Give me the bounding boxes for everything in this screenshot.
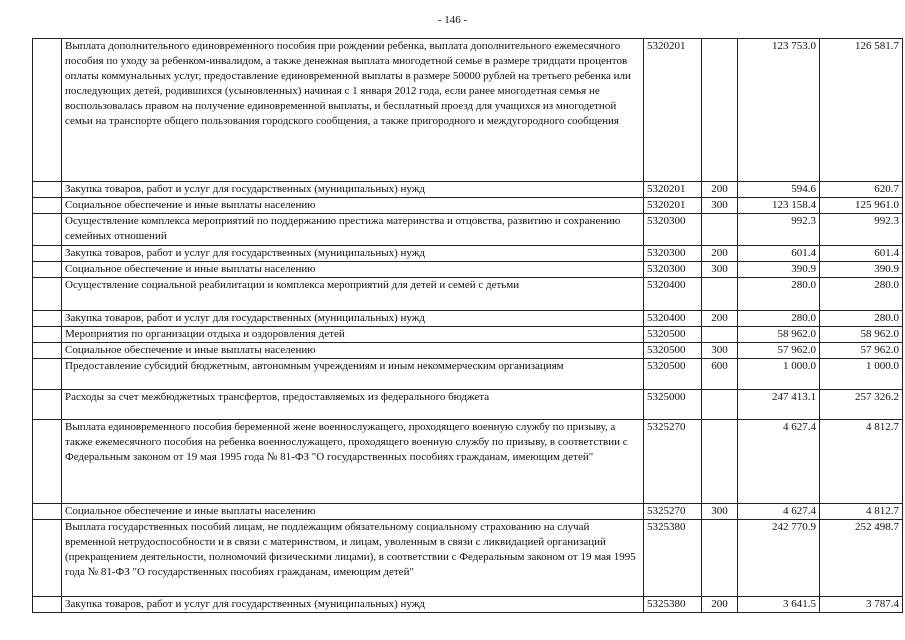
- row-expense-type: 300: [702, 262, 738, 278]
- row-expense-type: 600: [702, 359, 738, 390]
- row-description: Социальное обеспечение и иные выплаты населению: [62, 504, 644, 520]
- table-row: [33, 246, 903, 262]
- table-row: [33, 420, 903, 504]
- row-target-code: 5320300: [644, 246, 702, 262]
- row-amount-year1: 280.0: [738, 278, 820, 311]
- row-description: Осуществление социальной реабилитации и комплекса мероприятий для детей и семей с детьми: [62, 278, 644, 311]
- row-target-code: 5320500: [644, 327, 702, 343]
- row-amount-year1: 242 770.9: [738, 520, 820, 597]
- table-row: [33, 39, 903, 182]
- row-amount-year1: 1 000.0: [738, 359, 820, 390]
- row-amount-year1: 3 641.5: [738, 597, 820, 613]
- row-amount-year1: 594.6: [738, 182, 820, 198]
- blank-cell: [33, 262, 62, 278]
- row-target-code: 5320400: [644, 278, 702, 311]
- row-expense-type: [702, 520, 738, 597]
- row-expense-type: [702, 420, 738, 504]
- blank-cell: [33, 182, 62, 198]
- row-amount-year1: 280.0: [738, 311, 820, 327]
- blank-cell: [33, 343, 62, 359]
- row-target-code: 5325380: [644, 597, 702, 613]
- row-expense-type: 300: [702, 343, 738, 359]
- blank-cell: [33, 327, 62, 343]
- row-amount-year2: 390.9: [820, 262, 903, 278]
- table-row: [33, 311, 903, 327]
- table-row: [33, 390, 903, 420]
- row-target-code: 5320201: [644, 198, 702, 214]
- table-row: [33, 520, 903, 597]
- row-amount-year2: 58 962.0: [820, 327, 903, 343]
- blank-cell: [33, 198, 62, 214]
- row-target-code: 5325270: [644, 420, 702, 504]
- row-target-code: 5320300: [644, 262, 702, 278]
- row-expense-type: [702, 39, 738, 182]
- row-target-code: 5320400: [644, 311, 702, 327]
- row-expense-type: [702, 214, 738, 246]
- row-target-code: 5320201: [644, 182, 702, 198]
- table-row: [33, 198, 903, 214]
- table-row: [33, 262, 903, 278]
- row-expense-type: [702, 390, 738, 420]
- table-row: [33, 343, 903, 359]
- blank-cell: [33, 311, 62, 327]
- row-description: Закупка товаров, работ и услуг для государственных (муниципальных) нужд: [62, 182, 644, 198]
- blank-cell: [33, 597, 62, 613]
- row-description: Выплата дополнительного единовременного пособия при рождении ребенка, выплата дополнительного ежемесячного пособия по уходу за ребенком-инвалидом, а также денежная выплата многодетной семье в размере тридцати процентов оплаты коммунальных услуг, предоставление единовременной выплаты в размере 50000 рублей на третьего ребенка или последующих детей, родившихся (усыновленных) начиная с 1 января 2012 года, если ранее многодетная семья не воспользовалась правом на получение единовременной выплаты, и бесплатный проезд для учащихся из многодетной семьи на транспорте общего пользования городского сообщения, а также пригородного и междугородного сообщения: [62, 39, 644, 182]
- table-row: [33, 597, 903, 613]
- row-amount-year1: 58 962.0: [738, 327, 820, 343]
- row-expense-type: 200: [702, 246, 738, 262]
- row-description: Закупка товаров, работ и услуг для государственных (муниципальных) нужд: [62, 597, 644, 613]
- row-target-code: 5325000: [644, 390, 702, 420]
- row-amount-year1: 4 627.4: [738, 504, 820, 520]
- row-description: Закупка товаров, работ и услуг для государственных (муниципальных) нужд: [62, 311, 644, 327]
- row-amount-year2: 280.0: [820, 278, 903, 311]
- row-amount-year1: 992.3: [738, 214, 820, 246]
- blank-cell: [33, 520, 62, 597]
- row-target-code: 5320500: [644, 359, 702, 390]
- row-description: Социальное обеспечение и иные выплаты населению: [62, 198, 644, 214]
- row-amount-year2: 125 961.0: [820, 198, 903, 214]
- row-amount-year2: 252 498.7: [820, 520, 903, 597]
- row-description: Социальное обеспечение и иные выплаты населению: [62, 343, 644, 359]
- row-amount-year1: 247 413.1: [738, 390, 820, 420]
- row-target-code: 5320500: [644, 343, 702, 359]
- row-expense-type: 300: [702, 198, 738, 214]
- row-amount-year2: 257 326.2: [820, 390, 903, 420]
- row-amount-year1: 4 627.4: [738, 420, 820, 504]
- row-expense-type: 200: [702, 182, 738, 198]
- budget-table: [32, 38, 903, 613]
- table-row: [33, 214, 903, 246]
- row-amount-year2: 3 787.4: [820, 597, 903, 613]
- row-amount-year1: 123 158.4: [738, 198, 820, 214]
- blank-cell: [33, 214, 62, 246]
- row-target-code: 5320300: [644, 214, 702, 246]
- table-row: [33, 278, 903, 311]
- row-amount-year1: 123 753.0: [738, 39, 820, 182]
- row-amount-year2: 4 812.7: [820, 420, 903, 504]
- blank-cell: [33, 420, 62, 504]
- table-row: [33, 359, 903, 390]
- table-row: [33, 504, 903, 520]
- table-row: [33, 327, 903, 343]
- row-amount-year2: 1 000.0: [820, 359, 903, 390]
- row-amount-year2: 57 962.0: [820, 343, 903, 359]
- row-expense-type: [702, 278, 738, 311]
- row-amount-year2: 620.7: [820, 182, 903, 198]
- row-description: Социальное обеспечение и иные выплаты населению: [62, 262, 644, 278]
- row-expense-type: [702, 327, 738, 343]
- row-target-code: 5325380: [644, 520, 702, 597]
- row-amount-year2: 4 812.7: [820, 504, 903, 520]
- row-expense-type: 200: [702, 597, 738, 613]
- row-target-code: 5320201: [644, 39, 702, 182]
- row-amount-year1: 390.9: [738, 262, 820, 278]
- row-amount-year2: 126 581.7: [820, 39, 903, 182]
- row-description: Предоставление субсидий бюджетным, автономным учреждениям и иным некоммерческим организациям: [62, 359, 644, 390]
- row-description: Осуществление комплекса мероприятий по поддержанию престижа материнства и отцовства, развитию и сохранению семейных отношений: [62, 214, 644, 246]
- row-description: Выплата государственных пособий лицам, не подлежащим обязательному социальному страхованию на случай временной нетрудоспособности и в связи с материнством, и лицам, уволенным в связи с ликвидацией организаций (прекращением деятельности, полномочий физическими лицами), в соответствии с Федеральным законом от 19 мая 1995 года № 81-ФЗ "О государственных пособиях гражданам, имеющим детей": [62, 520, 644, 597]
- blank-cell: [33, 246, 62, 262]
- row-target-code: 5325270: [644, 504, 702, 520]
- blank-cell: [33, 390, 62, 420]
- row-expense-type: 200: [702, 311, 738, 327]
- blank-cell: [33, 39, 62, 182]
- blank-cell: [33, 278, 62, 311]
- row-amount-year2: 992.3: [820, 214, 903, 246]
- row-amount-year2: 601.4: [820, 246, 903, 262]
- row-description: Расходы за счет межбюджетных трансфертов, предоставляемых из федерального бюджета: [62, 390, 644, 420]
- page-number: - 146 -: [437, 14, 468, 26]
- row-description: Мероприятия по организации отдыха и оздоровления детей: [62, 327, 644, 343]
- row-amount-year1: 57 962.0: [738, 343, 820, 359]
- blank-cell: [33, 359, 62, 390]
- table-row: [33, 182, 903, 198]
- row-expense-type: 300: [702, 504, 738, 520]
- blank-cell: [33, 504, 62, 520]
- row-amount-year2: 280.0: [820, 311, 903, 327]
- row-amount-year1: 601.4: [738, 246, 820, 262]
- row-description: Выплата единовременного пособия беременной жене военнослужащего, проходящего военную службу по призыву, а также ежемесячного пособия на ребенка военнослужащего, проходящего военную службу по призыву, в соответствии с Федеральным законом от 19 мая 1995 года № 81-ФЗ "О государственных пособиях гражданам, имеющим детей": [62, 420, 644, 504]
- row-description: Закупка товаров, работ и услуг для государственных (муниципальных) нужд: [62, 246, 644, 262]
